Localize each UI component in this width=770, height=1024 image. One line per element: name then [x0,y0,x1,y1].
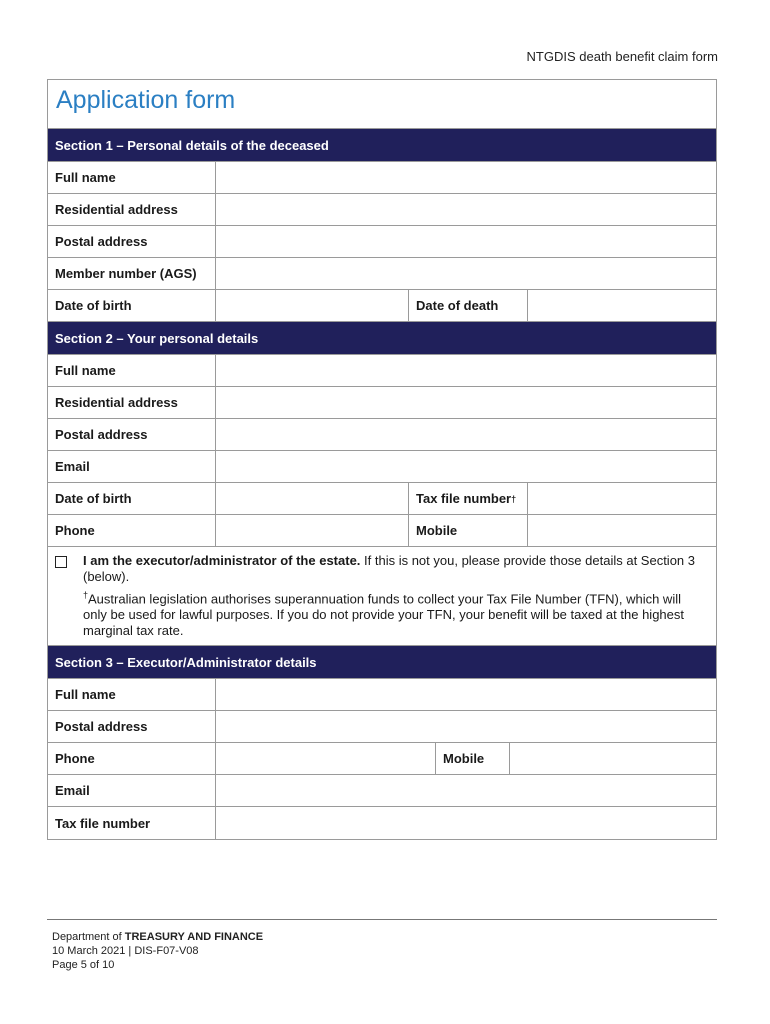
s2-mobile-label: Mobile [409,515,528,546]
s2-phone-field[interactable] [216,515,409,546]
s3-tfn-row [48,807,716,839]
footer-dept-name: TREASURY AND FINANCE [124,931,264,943]
title-row [48,80,716,129]
tfn-note-dagger: † [83,590,89,600]
s2-dob-tfn-row [48,483,716,515]
s2-full-name-field[interactable] [216,355,716,386]
s1-residential-row [48,194,716,226]
s2-residential-row [48,387,716,419]
s3-phone-field[interactable] [216,743,436,774]
executor-statement-rest: If this is not you, please provide those details at Section 3 (below). [83,553,695,584]
executor-statement-bold: I am the executor/administrator of the estate. [83,553,361,568]
s1-dob-label: Date of birth [48,290,216,321]
s2-dob-field[interactable] [216,483,409,514]
s2-full-name-label: Full name [48,355,216,386]
s2-tfn-dagger: † [511,493,517,504]
s1-postal-row [48,226,716,258]
footer-page-number: Page 5 of 10 [52,959,115,971]
s3-email-field[interactable] [216,775,716,806]
s1-postal-label: Postal address [48,226,216,257]
s2-tfn-field[interactable] [528,483,716,514]
footer-text [47,920,717,972]
s2-email-label: Email [48,451,216,482]
s1-dod-label: Date of death [409,290,528,321]
application-form [47,79,717,840]
s1-member-label: Member number (AGS) [48,258,216,289]
s3-phone-label: Phone [48,743,216,774]
s1-residential-field[interactable] [216,194,716,225]
s1-residential-label: Residential address [48,194,216,225]
s1-full-name-row [48,162,716,194]
s1-dates-row [48,290,716,322]
s3-tfn-field[interactable] [216,807,716,839]
footer-department [52,930,717,944]
tfn-note-text: Australian legislation authorises superannuation funds to collect your Tax File Number (TFN), which will only be used for lawful purposes. If you do not provide your TFN, your benefit will be taxed at the highest marginal tax rate. [83,591,684,639]
s3-postal-label: Postal address [48,711,216,742]
s2-email-row [48,451,716,483]
s2-email-field[interactable] [216,451,716,482]
section2-heading: Section 2 – Your personal details [48,322,716,355]
executor-checkbox[interactable] [55,556,67,568]
s2-mobile-field[interactable] [528,515,716,546]
s2-full-name-row [48,355,716,387]
s1-postal-field[interactable] [216,226,716,257]
s3-phone-row [48,743,716,775]
s3-email-label: Email [48,775,216,806]
s2-postal-field[interactable] [216,419,716,450]
executor-text [83,553,696,637]
tfn-note [83,587,696,639]
s3-full-name-row [48,679,716,711]
s3-email-row [48,775,716,807]
s3-postal-row [48,711,716,743]
s1-dod-field[interactable] [528,290,716,321]
s3-postal-field[interactable] [216,711,716,742]
executor-declaration [48,547,716,646]
s2-tfn-label-text: Tax file number [416,491,512,506]
s2-postal-row [48,419,716,451]
s3-mobile-field[interactable] [510,743,716,774]
section1-heading: Section 1 – Personal details of the deceased [48,129,716,162]
s2-residential-field[interactable] [216,387,716,418]
s2-tfn-label [409,483,528,514]
s2-residential-label: Residential address [48,387,216,418]
s2-phone-row [48,515,716,547]
s1-full-name-label: Full name [48,162,216,193]
s3-tfn-label: Tax file number [48,807,216,839]
s2-phone-label: Phone [48,515,216,546]
s1-dob-field[interactable] [216,290,409,321]
s1-member-row [48,258,716,290]
s3-mobile-label: Mobile [436,743,510,774]
s2-postal-label: Postal address [48,419,216,450]
section3-heading: Section 3 – Executor/Administrator details [48,646,716,679]
page-footer [47,919,717,972]
s1-member-field[interactable] [216,258,716,289]
executor-statement [83,553,696,585]
form-name-header: NTGDIS death benefit claim form [526,49,718,64]
s1-full-name-field[interactable] [216,162,716,193]
s3-full-name-label: Full name [48,679,216,710]
s2-dob-label: Date of birth [48,483,216,514]
s3-full-name-field[interactable] [216,679,716,710]
footer-date-code: 10 March 2021 | DIS-F07-V08 [52,945,199,957]
footer-dept-prefix: Department of [52,931,125,943]
page-title: Application form [56,86,236,114]
